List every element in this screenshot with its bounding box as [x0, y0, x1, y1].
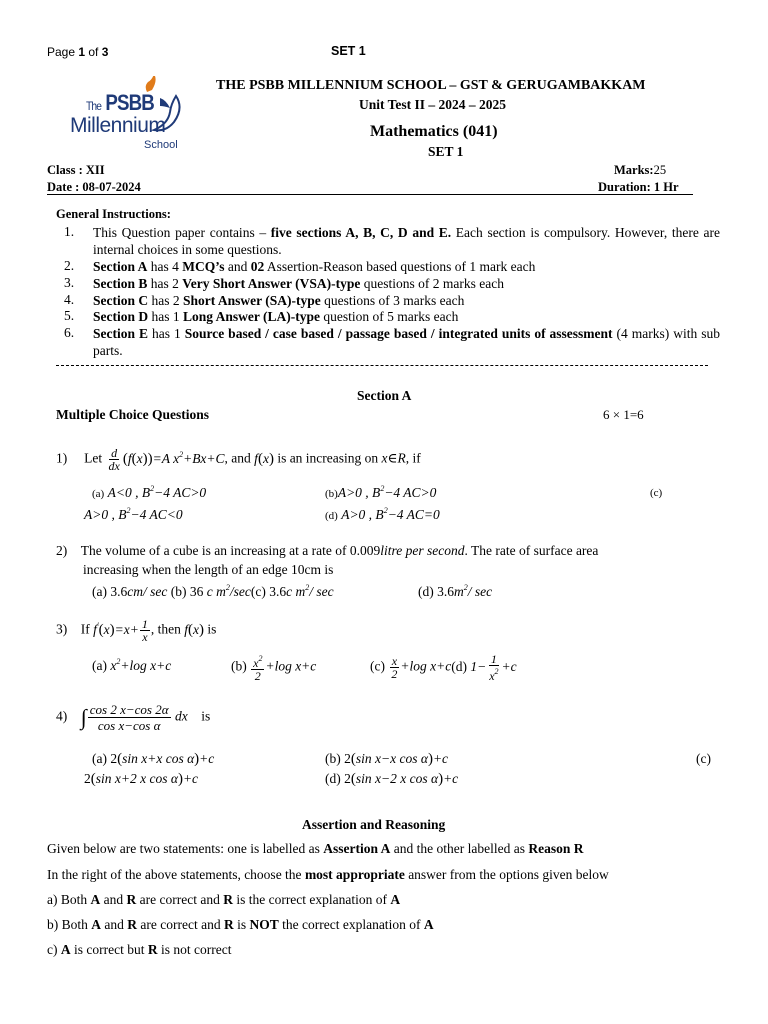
q2-option-d[interactable]: (d) $3.6m^2/$ sec	[418, 583, 493, 599]
school-logo: The PSBB Millennium School	[64, 76, 197, 160]
section-a-marks: 6 × 1=6	[603, 407, 644, 422]
set-label-top: SET 1	[331, 44, 366, 58]
logo-line2: Millennium	[70, 114, 166, 137]
q2-options	[92, 583, 334, 600]
assertion-title: Assertion and Reasoning	[302, 817, 446, 832]
exam-page: Page 1 of 3 SET 1 The PSBB Millennium School THE PSBB MILLENNIUM SCHOOL – GST & GERUGAMBAKKAM Unit Test II – 2024 – 2025 Mathematics (041) SET 1 Class : XII Marks:25 Date : 08-07-2024 Duration: 1 Hr General Instructions: 1. This Question paper contains – five sections A, B, C, D and E. Each section is compulsory. However, there are internal choices in some questions. 2. Section A has 4 MCQ’s and 02 Assertion-Reason based questions of 1 mark each 3. Section B has 2 Very Short Answer (VSA)-type questions of 2 marks each 4. Section C has 2 Short Answer (SA)-type questions of 3 marks each 5. Section D has 1 Long Answer (LA)-type question of 5 marks each 6. Section E has 1 Source based / case based / passage based / integrated units of assessment (4 marks) with sub parts. Section A Multiple Choice Questions 6 × 1=6 1) Let $\frac{d}{dx}$ (f(x))=A $x^2+Bx+C$, and f(x) is an increasing on x∈R, if (a) A<0 , $B^2-4$ AC>0 (b)A>0 , $B^2-4$ AC>0 (c) A>0 , $B^2-4$ AC<0 (d) A>0 , $B^2-4$ AC=0 2) The volume of a cube is an increasing at a rate of 0.009litre per second. The rate of surface area increasing when the length of an edge 10cm is (a) 3.6cm/ sec (b) 36 c $m^2/\sec(c)$ 3.6c $m^2/$ sec (d) $3.6m^2/$ sec 3) If f′(x)=x+ $\frac{1}{x}$ , then f(x) is (a) $x^2+\log$ x+c (b) $\frac{x^2}{2}$ +log x+c (c) $\frac{x}{2}$ +log x+c(d) 1− $\frac{1}{x^2}$ +c 4) ∫ $\frac{\cos 2 x-\cos 2\alpha}{\text{cos x−cos α}}$ dx is (a) 2(sin x+x cos α)+c (b) 2(sin x−x cos α)+c (c) 2(sin x+2 x cos α)+c (d) 2(sin x−2 x cos α)+c Assertion and Reasoning Given below are two statements: one is labelled as Assertion A and the other labelled as Reason R In the right of the above statements, choose the most appropriate answer from the options given below a) Both A and R are correct and R is the correct explanation of A b) Both A and R are correct and R is NOT the correct explanation of A c) A is correct but R is not correct	[47, 44, 720, 957]
assertion-option-c[interactable]: c) A is correct but R is not correct	[47, 942, 232, 957]
page-number: Page 1 of 3	[47, 45, 109, 59]
instructions-divider	[56, 365, 708, 366]
test-name: Unit Test II – 2024 – 2025	[359, 97, 507, 112]
header-rule	[47, 194, 693, 195]
assertion-option-b[interactable]: b) Both A and R are correct and R is NOT the correct explanation of A	[47, 917, 434, 932]
date-label: Date : 08-07-2024	[47, 180, 141, 194]
class-label: Class : XII	[47, 163, 105, 177]
q4-option-d[interactable]: (d) 2(sin x−2 x cos α)+c	[325, 771, 459, 787]
q3-option-b[interactable]: (b) $\frac{x^2}{2}$ +log x+c	[231, 654, 317, 683]
set-label: SET 1	[428, 144, 464, 159]
q3-option-a[interactable]: (a) $x^2+\log$ x+c	[92, 657, 172, 673]
question-4: 4) ∫ $\frac{\cos 2 x-\cos 2\alpha}{\text{cos x−cos α}}$ dx is	[56, 702, 211, 733]
q3-option-c[interactable]: (c) $\frac{x}{2}$ +log x+c(d) 1− $\frac{1}{x^2}$ +c	[370, 652, 517, 683]
q3-option-d[interactable]: (d) 1− $\frac{1}{x^2}$ +c	[451, 652, 517, 683]
assertion-option-a[interactable]: a) Both A and R are correct and R is the correct explanation of A	[47, 892, 401, 907]
assertion-intro-2: In the right of the above statements, choose the most appropriate answer from the options given below	[47, 867, 609, 882]
q4-option-a[interactable]: (a) 2(sin x+x cos α)+c	[92, 751, 215, 767]
q4-option-b[interactable]: (b) 2(sin x−x cos α)+c	[325, 751, 449, 767]
question-1: 1) Let $\frac{d}{dx}$ (f(x))=A $x^2+Bx+C$, and f(x) is an increasing on x∈R, if	[56, 446, 421, 473]
q4-option-c[interactable]: 2(sin x+2 x cos α)+c	[84, 771, 199, 787]
q4-option-c-label[interactable]: (c)	[696, 751, 711, 766]
duration-label: Duration: 1 Hr	[598, 180, 679, 194]
question-2: 2) The volume of a cube is an increasing at a rate of 0.009litre per second. The rate of surface area	[56, 543, 599, 558]
subject-title: Mathematics (041)	[370, 123, 498, 140]
question-3: 3) If f′(x)=x+ $\frac{1}{x}$ , then f(x) is	[56, 617, 217, 644]
q1-option-d[interactable]: (d) A>0 , $B^2-4$ AC=0	[325, 506, 440, 522]
instructions-heading: General Instructions:	[56, 207, 171, 221]
logo-line1-small: The	[86, 99, 102, 113]
q1-option-a[interactable]: (a) A<0 , $B^2-4$ AC>0	[92, 484, 207, 500]
q2-option-c[interactable]: (c) 3.6c $m^2/$ sec	[250, 583, 334, 599]
marks-label: Marks:25	[614, 163, 667, 177]
q1-option-c-label[interactable]: (c)	[650, 487, 663, 499]
assertion-intro-1: Given below are two statements: one is labelled as Assertion A and the other labelled as Reason R	[47, 841, 584, 856]
q1-option-c[interactable]: A>0 , $B^2-4$ AC<0	[84, 506, 183, 522]
q2-option-b[interactable]: (b) 36 c $m^2/\sec$	[170, 583, 251, 599]
question-2-line2: increasing when the length of an edge 10cm is	[83, 562, 334, 577]
logo-line3: School	[144, 139, 178, 151]
school-name: THE PSBB MILLENNIUM SCHOOL – GST & GERUGAMBAKKAM	[216, 78, 646, 93]
section-a-subtitle: Multiple Choice Questions	[56, 407, 210, 422]
q2-option-a[interactable]: (a) 3.6cm/ sec	[92, 584, 168, 599]
q1-option-b[interactable]: (b)A>0 , $B^2-4$ AC>0	[325, 484, 437, 500]
section-a-title: Section A	[357, 388, 412, 403]
